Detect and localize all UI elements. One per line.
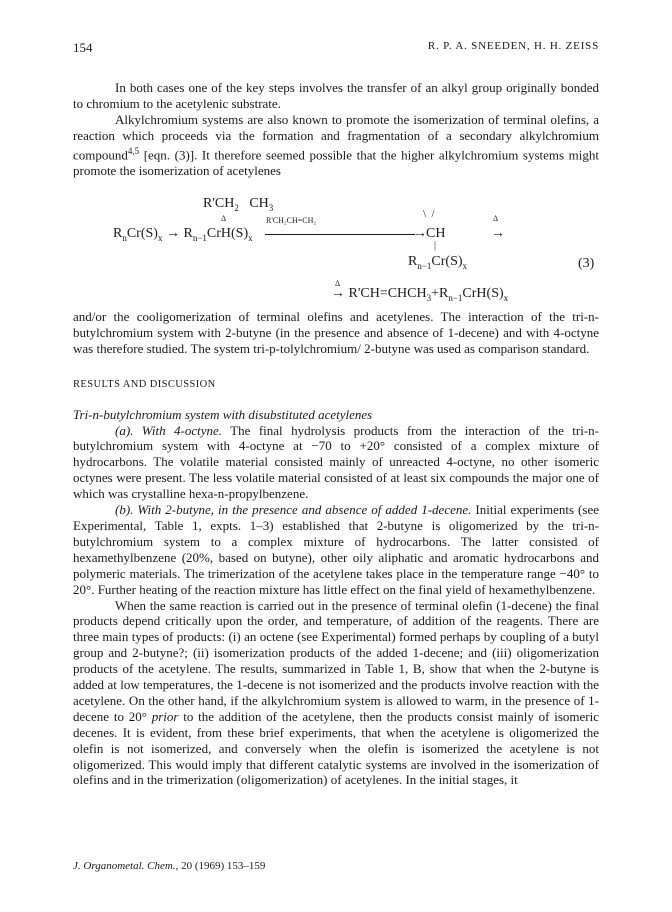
running-header <box>73 40 599 60</box>
paragraph-decene: When the same reaction is carried out in the presence of terminal olefin (1-decene) the final products depend critically upon the order, and temperature, of addition of the reagents. There are three main types of products: (i) an octene (see Experimental) formed perhaps by coupling of a butyl group and 2-butyne?; (ii) isomerization products of the added 1-decene; and (iii) oligomerization products of the acetylene. The results, summarized in Table 1, B, show that when the 2-butyne is added at low temperatures, the 1-decene is not isomerized and the products involve reaction with the acetylene. On the other hand, if the alkylchromium system is allowed to warm, in the presence of 1-decene to 20° prior to the addition of the acetylene, then the products consist mainly of isomeric decenes. It is evident, from these brief experiments, that when the acetylene is oligomerized the olefin is not isomerized, and conversely when the olefin is isomerized the acetylene is not oligomerized. This would imply that different catalytic systems are involved in the isomerization of olefins and in the trimerization (oligomerization) of acetylenes. In the initial stages, it <box>73 597 599 788</box>
reaction-arrow <box>265 234 415 235</box>
paragraph-intro-1: In both cases one of the key steps involves the transfer of an alkyl group originally bonded to chromium to the acetylenic substrate. <box>73 80 599 111</box>
equation-3: $R'CH_2$ $CH_3$ Δ R'CH₂CH=CH₂ \ / Δ $R_nCr(S)_x \to R_{n-1}CrH(S)_x$ → CH → | $R_{n-1}Cr(S)_x$ (3) <box>113 196 595 271</box>
paragraph-intro-cont: and/or the cooligomerization of terminal olefins and acetylenes. The interaction of the tri-n-butylchromium system with 2-butyne (in the presence and absence of 1-decene) and with 4-octyne was therefore studied. The system tri-p-tolylchromium/ 2-butyne was used as comparison standard. <box>73 309 599 356</box>
equation-product: → $R'CH=CHCH_3+R_{n-1}CrH(S)_x$ <box>331 286 509 303</box>
equation-product-line: Δ → $R'CH=CHCH_3+R_{n-1}CrH(S)_x$ <box>73 286 599 307</box>
subsection-heading: Tri-n-butylchromium system with disubstituted acetylenes <box>73 406 373 422</box>
complex-mid: CH <box>426 226 446 241</box>
reagent-label: R'CH₂CH=CH₂ <box>266 216 317 225</box>
intro-text <box>73 80 599 179</box>
paragraph-intro-2: Alkylchromium systems are also known to promote the isomerization of terminal olefins, a reaction which proceeds via the formation and fragmentation of a secondary alkylchromium compound$^{4,5}$ [eqn. (3)]. It therefore seemed possible that the higher alkylchromium systems might promote the isomerization of acetylenes <box>73 111 599 178</box>
body-text <box>73 309 599 788</box>
page-number: 154 <box>73 40 93 55</box>
footer-citation <box>73 860 265 872</box>
complex-top: $R'CH_2$ $CH_3$ <box>203 196 274 213</box>
paragraph-4-octyne: (a). With 4-octyne. The final hydrolysis products from the interaction of the tri-n-butylchromium system with 4-octyne at −70 to +20° consisted of a complex mixture of hydrocarbons. The volatile material consisted mainly of unreacted 4-octyne, no other isomeric octynes were present. The less volatile material consisted of at least six compounds the major one of which was crystalline hexa-n-propylbenzene. <box>73 422 599 502</box>
reference-superscript: 4,5 <box>127 145 140 156</box>
journal-name: J. Organometal. Chem., <box>73 860 179 872</box>
section-heading: RESULTS AND DISCUSSION <box>73 378 216 390</box>
citation-details: 20 (1969) 153–159 <box>178 860 266 872</box>
running-head-authors: R. P. A. SNEEDEN, H. H. ZEISS <box>427 40 599 52</box>
complex-bottom: $R_{n-1}Cr(S)_x$ <box>408 254 468 271</box>
paragraph-2-butyne: (b). With 2-butyne, in the presence and absence of added 1-decene. Initial experiments (see Experimental, Table 1, expts. 1–3) established that 2-butyne is oligomerized by the tri-n-butylchromium system to a complex mixture of hydrocarbons. The latter consisted of hexamethylbenzene (20%, based on butyne), other oily aliphatic and aromatic hydrocarbons and polymeric materials. The trimerization of the acetylene takes place in the temperature range −40° to 20°. Further heating of the reaction mixture has little effect on the final yield of hexamethylbenzene. <box>73 502 599 597</box>
equation-reactants: $R_nCr(S)_x \to R_{n-1}CrH(S)_x$ <box>113 226 253 243</box>
equation-number: (3) <box>578 256 595 271</box>
